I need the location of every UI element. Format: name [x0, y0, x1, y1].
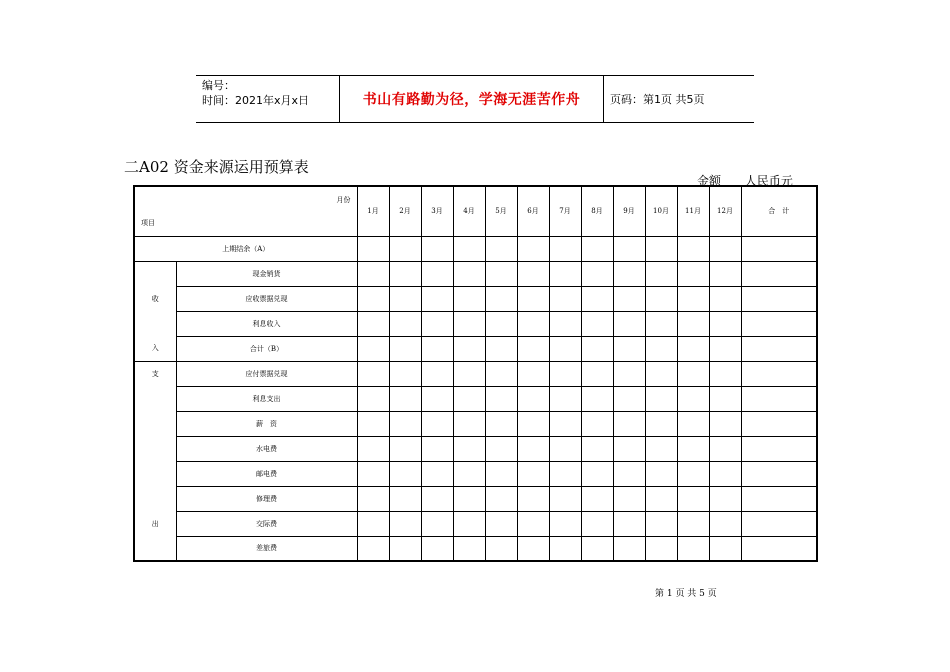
month-header: 5月	[485, 186, 517, 236]
item-axis-label: 项目	[141, 218, 155, 227]
header-motto: 书山有路勤为径，学海无涯苦作舟	[362, 92, 581, 108]
data-cell[interactable]	[581, 511, 613, 536]
time-label: 时间：2021年x月x日	[202, 94, 310, 107]
data-cell[interactable]	[421, 411, 453, 436]
data-cell[interactable]	[709, 511, 741, 536]
category-cell: 出	[134, 511, 176, 536]
data-cell[interactable]	[549, 436, 581, 461]
month-header: 12月	[709, 186, 741, 236]
row-label: 交际费	[176, 511, 357, 536]
data-cell[interactable]	[741, 361, 817, 386]
data-cell[interactable]	[741, 336, 817, 361]
data-cell[interactable]	[453, 386, 485, 411]
data-cell[interactable]	[549, 536, 581, 561]
row-label: 利息收入	[176, 311, 357, 336]
row-label: 上期结余（A）	[134, 236, 357, 261]
data-cell[interactable]	[389, 486, 421, 511]
data-cell[interactable]	[421, 461, 453, 486]
data-cell[interactable]	[453, 486, 485, 511]
data-cell[interactable]	[613, 311, 645, 336]
data-cell[interactable]	[677, 286, 709, 311]
data-cell[interactable]	[549, 311, 581, 336]
data-cell[interactable]	[709, 411, 741, 436]
data-cell[interactable]	[613, 461, 645, 486]
data-cell[interactable]	[389, 336, 421, 361]
row-label: 薪 资	[176, 411, 357, 436]
row-label: 修理费	[176, 486, 357, 511]
data-cell[interactable]	[485, 461, 517, 486]
data-cell[interactable]	[613, 411, 645, 436]
category-cell	[134, 411, 176, 436]
data-cell[interactable]	[709, 261, 741, 286]
data-cell[interactable]	[709, 311, 741, 336]
data-cell[interactable]	[357, 536, 389, 561]
data-cell[interactable]	[645, 536, 677, 561]
data-cell[interactable]	[357, 236, 389, 261]
header-row	[134, 186, 817, 236]
number-label: 编号：	[202, 79, 235, 92]
data-cell[interactable]	[741, 486, 817, 511]
data-cell[interactable]	[549, 261, 581, 286]
data-cell[interactable]	[485, 436, 517, 461]
data-cell[interactable]	[741, 286, 817, 311]
data-cell[interactable]	[677, 361, 709, 386]
data-cell[interactable]	[389, 461, 421, 486]
data-cell[interactable]	[677, 486, 709, 511]
table-row	[134, 386, 817, 411]
data-cell[interactable]	[517, 461, 549, 486]
data-cell[interactable]	[421, 286, 453, 311]
data-cell[interactable]	[485, 336, 517, 361]
data-cell[interactable]	[389, 511, 421, 536]
data-cell[interactable]	[549, 236, 581, 261]
data-cell[interactable]	[421, 536, 453, 561]
month-header: 1月	[357, 186, 389, 236]
category-cell	[134, 536, 176, 561]
data-cell[interactable]	[581, 236, 613, 261]
category-cell: 入	[134, 336, 176, 361]
table-row	[134, 536, 817, 561]
data-cell[interactable]	[709, 461, 741, 486]
data-cell[interactable]	[677, 261, 709, 286]
data-cell[interactable]	[741, 236, 817, 261]
data-cell[interactable]	[453, 461, 485, 486]
month-header: 6月	[517, 186, 549, 236]
data-cell[interactable]	[453, 286, 485, 311]
category-cell: 支	[134, 361, 176, 386]
data-cell[interactable]	[709, 436, 741, 461]
page-header	[196, 75, 754, 123]
category-cell	[134, 486, 176, 511]
table-row	[134, 336, 817, 361]
data-cell[interactable]	[517, 436, 549, 461]
data-cell[interactable]	[485, 286, 517, 311]
row-label: 邮电费	[176, 461, 357, 486]
data-cell[interactable]	[613, 536, 645, 561]
data-cell[interactable]	[677, 311, 709, 336]
row-label: 应付票据兑现	[176, 361, 357, 386]
data-cell[interactable]	[421, 436, 453, 461]
corner-cell	[134, 186, 357, 236]
data-cell[interactable]	[549, 361, 581, 386]
data-cell[interactable]	[357, 486, 389, 511]
data-cell[interactable]	[549, 386, 581, 411]
data-cell[interactable]	[453, 311, 485, 336]
data-cell[interactable]	[645, 311, 677, 336]
data-cell[interactable]	[645, 411, 677, 436]
data-cell[interactable]	[485, 236, 517, 261]
data-cell[interactable]	[677, 536, 709, 561]
category-cell: 收	[134, 286, 176, 311]
month-header: 9月	[613, 186, 645, 236]
data-cell[interactable]	[421, 261, 453, 286]
month-header: 8月	[581, 186, 613, 236]
data-cell[interactable]	[613, 261, 645, 286]
row-label: 应收票据兑现	[176, 286, 357, 311]
row-label: 现金销货	[176, 261, 357, 286]
table-row	[134, 286, 817, 311]
data-cell[interactable]	[357, 311, 389, 336]
data-cell[interactable]	[741, 436, 817, 461]
header-page-info: 页码：第1页 共5页	[610, 93, 705, 106]
month-header: 11月	[677, 186, 709, 236]
data-cell[interactable]	[357, 436, 389, 461]
data-cell[interactable]	[709, 236, 741, 261]
data-cell[interactable]	[677, 336, 709, 361]
budget-table	[133, 185, 818, 562]
data-cell[interactable]	[613, 511, 645, 536]
data-cell[interactable]	[517, 511, 549, 536]
data-cell[interactable]	[613, 436, 645, 461]
data-cell[interactable]	[581, 386, 613, 411]
data-cell[interactable]	[581, 411, 613, 436]
data-cell[interactable]	[549, 286, 581, 311]
month-axis-label: 月份	[336, 196, 351, 204]
table-row	[134, 486, 817, 511]
data-cell[interactable]	[709, 486, 741, 511]
data-cell[interactable]	[485, 261, 517, 286]
table-row	[134, 436, 817, 461]
table-row	[134, 411, 817, 436]
data-cell[interactable]	[741, 311, 817, 336]
data-cell[interactable]	[389, 411, 421, 436]
data-cell[interactable]	[389, 436, 421, 461]
data-cell[interactable]	[421, 336, 453, 361]
data-cell[interactable]	[453, 361, 485, 386]
data-cell[interactable]	[421, 361, 453, 386]
data-cell[interactable]	[357, 411, 389, 436]
data-cell[interactable]	[453, 436, 485, 461]
table-row	[134, 361, 817, 386]
data-cell[interactable]	[389, 311, 421, 336]
data-cell[interactable]	[485, 311, 517, 336]
data-cell[interactable]	[357, 511, 389, 536]
data-cell[interactable]	[581, 536, 613, 561]
data-cell[interactable]	[517, 411, 549, 436]
data-cell[interactable]	[421, 311, 453, 336]
table-row	[134, 511, 817, 536]
data-cell[interactable]	[485, 361, 517, 386]
data-cell[interactable]	[357, 361, 389, 386]
data-cell[interactable]	[517, 536, 549, 561]
data-cell[interactable]	[453, 236, 485, 261]
data-cell[interactable]	[485, 536, 517, 561]
header-meta	[202, 78, 309, 108]
category-cell	[134, 386, 176, 411]
data-cell[interactable]	[709, 386, 741, 411]
data-cell[interactable]	[645, 286, 677, 311]
row-label: 差旅费	[176, 536, 357, 561]
data-cell[interactable]	[389, 361, 421, 386]
data-cell[interactable]	[581, 261, 613, 286]
row-label: 利息支出	[176, 386, 357, 411]
data-cell[interactable]	[485, 511, 517, 536]
row-label: 合计（B）	[176, 336, 357, 361]
data-cell[interactable]	[517, 236, 549, 261]
unit-label: 金额	[697, 174, 722, 188]
data-cell[interactable]	[357, 461, 389, 486]
data-cell[interactable]	[517, 311, 549, 336]
data-cell[interactable]	[549, 511, 581, 536]
data-cell[interactable]	[613, 286, 645, 311]
month-header: 4月	[453, 186, 485, 236]
data-cell[interactable]	[453, 261, 485, 286]
data-cell[interactable]	[645, 336, 677, 361]
category-cell	[134, 461, 176, 486]
data-cell[interactable]	[421, 486, 453, 511]
data-cell[interactable]	[517, 286, 549, 311]
data-cell[interactable]	[741, 261, 817, 286]
data-cell[interactable]	[677, 411, 709, 436]
data-cell[interactable]	[645, 261, 677, 286]
data-cell[interactable]	[485, 486, 517, 511]
data-cell[interactable]	[645, 511, 677, 536]
data-cell[interactable]	[581, 486, 613, 511]
data-cell[interactable]	[517, 336, 549, 361]
data-cell[interactable]	[613, 236, 645, 261]
data-cell[interactable]	[677, 436, 709, 461]
data-cell[interactable]	[613, 486, 645, 511]
month-header: 7月	[549, 186, 581, 236]
data-cell[interactable]	[453, 411, 485, 436]
data-cell[interactable]	[613, 336, 645, 361]
data-cell[interactable]	[357, 386, 389, 411]
page-footer: 第 1 页 共 5 页	[655, 589, 717, 599]
data-cell[interactable]	[645, 436, 677, 461]
data-cell[interactable]	[613, 386, 645, 411]
month-header: 10月	[645, 186, 677, 236]
data-cell[interactable]	[549, 336, 581, 361]
data-cell[interactable]	[645, 486, 677, 511]
data-cell[interactable]	[421, 511, 453, 536]
data-cell[interactable]	[517, 386, 549, 411]
data-cell[interactable]	[357, 286, 389, 311]
data-cell[interactable]	[517, 261, 549, 286]
data-cell[interactable]	[581, 286, 613, 311]
data-cell[interactable]	[421, 236, 453, 261]
data-cell[interactable]	[581, 436, 613, 461]
data-cell[interactable]	[389, 386, 421, 411]
data-cell[interactable]	[549, 461, 581, 486]
header-divider	[603, 75, 604, 123]
data-cell[interactable]	[485, 411, 517, 436]
data-cell[interactable]	[645, 461, 677, 486]
data-cell[interactable]	[581, 461, 613, 486]
data-cell[interactable]	[741, 411, 817, 436]
category-cell	[134, 436, 176, 461]
data-cell[interactable]	[581, 336, 613, 361]
table-row	[134, 311, 817, 336]
data-cell[interactable]	[421, 386, 453, 411]
data-cell[interactable]	[613, 361, 645, 386]
data-cell[interactable]	[517, 486, 549, 511]
data-cell[interactable]	[741, 386, 817, 411]
data-cell[interactable]	[709, 286, 741, 311]
data-cell[interactable]	[677, 236, 709, 261]
data-cell[interactable]	[389, 261, 421, 286]
unit-value: 人民币元	[744, 174, 793, 188]
row-label: 水电费	[176, 436, 357, 461]
month-header: 2月	[389, 186, 421, 236]
data-cell[interactable]	[741, 511, 817, 536]
data-cell[interactable]	[389, 536, 421, 561]
table-row	[134, 236, 817, 261]
data-cell[interactable]	[709, 361, 741, 386]
data-cell[interactable]	[581, 361, 613, 386]
month-header: 3月	[421, 186, 453, 236]
data-cell[interactable]	[709, 536, 741, 561]
data-cell[interactable]	[357, 261, 389, 286]
data-cell[interactable]	[389, 236, 421, 261]
data-cell[interactable]	[741, 461, 817, 486]
data-cell[interactable]	[645, 386, 677, 411]
data-cell[interactable]	[741, 536, 817, 561]
data-cell[interactable]	[709, 336, 741, 361]
category-cell	[134, 261, 176, 286]
data-cell[interactable]	[581, 311, 613, 336]
data-cell[interactable]	[453, 336, 485, 361]
data-cell[interactable]	[357, 336, 389, 361]
data-cell[interactable]	[517, 361, 549, 386]
data-cell[interactable]	[549, 411, 581, 436]
table-row	[134, 461, 817, 486]
data-cell[interactable]	[485, 386, 517, 411]
data-cell[interactable]	[677, 386, 709, 411]
data-cell[interactable]	[677, 511, 709, 536]
category-cell	[134, 311, 176, 336]
table-row	[134, 261, 817, 286]
total-header: 合 计	[741, 186, 817, 236]
data-cell[interactable]	[645, 361, 677, 386]
data-cell[interactable]	[389, 286, 421, 311]
data-cell[interactable]	[549, 486, 581, 511]
data-cell[interactable]	[645, 236, 677, 261]
document-title: 二A02 资金来源运用预算表	[124, 158, 309, 176]
data-cell[interactable]	[453, 511, 485, 536]
data-cell[interactable]	[453, 536, 485, 561]
data-cell[interactable]	[677, 461, 709, 486]
